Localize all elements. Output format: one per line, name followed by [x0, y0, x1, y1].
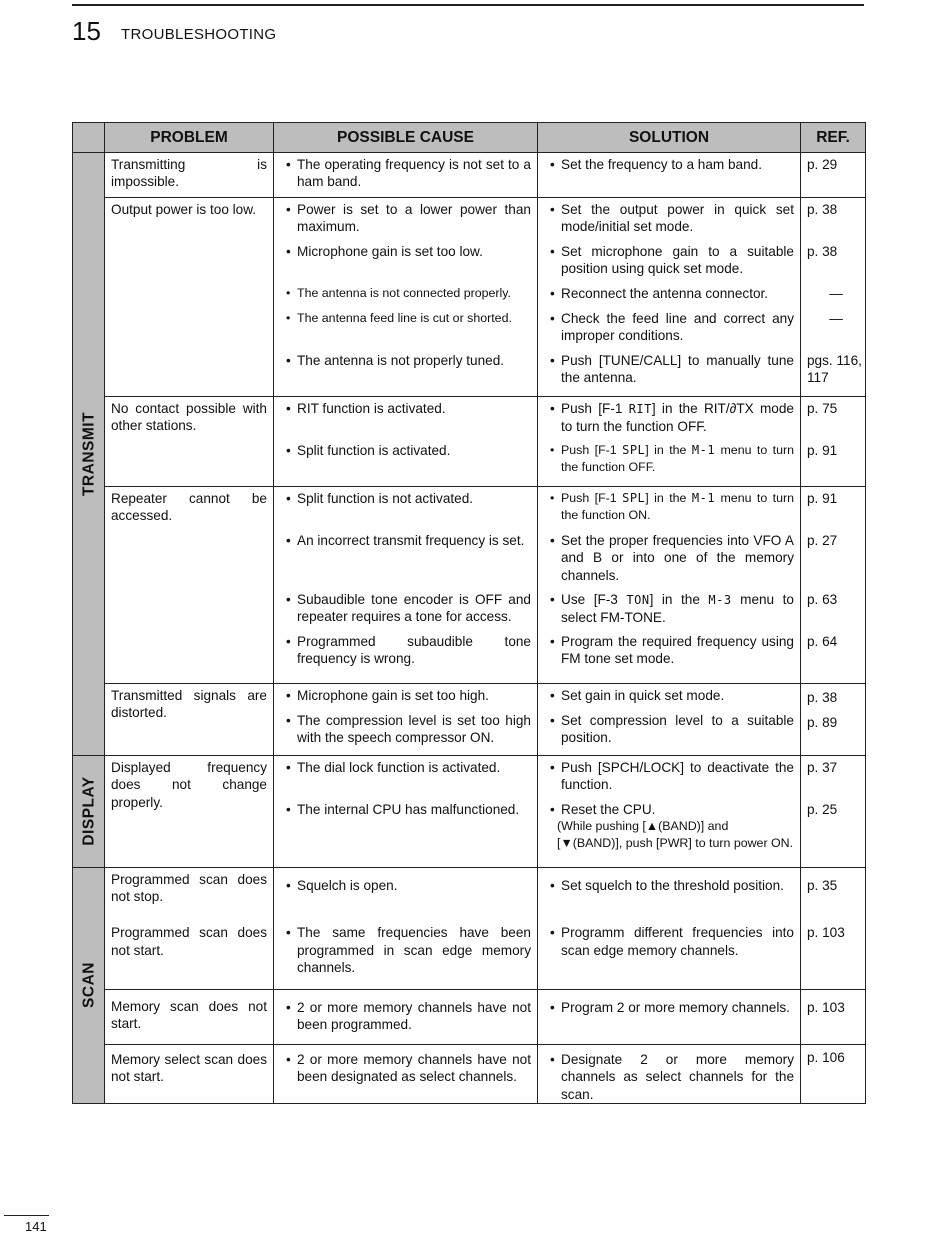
cause-item: • RIT function is activated. — [280, 400, 531, 435]
ref-cell — [801, 755, 866, 867]
ref-item: p. 25 — [807, 801, 838, 817]
lcd-text: TON — [626, 592, 650, 607]
ref-item: p. 89 — [807, 714, 838, 730]
solution-cell — [538, 755, 801, 867]
cause-cell — [274, 683, 538, 755]
ref-cell — [801, 683, 866, 755]
solution-item: • Set gain in quick set mode. — [544, 687, 794, 705]
cause-item: • 2 or more memory channels have not been programmed. — [280, 993, 531, 1034]
problem-cell: Transmitted signals are distorted. — [105, 683, 274, 755]
reset-note: (While pushing [▲(BAND)] and [▼(BAND)], push [PWR] to turn power ON. — [557, 819, 794, 851]
solution-item: • Push [F-1 SPL] in the M-1 menu to turn the function OFF. — [544, 435, 794, 477]
solution-item: • Program the required frequency using FM tone set mode. — [544, 626, 794, 668]
cause-item: • The dial lock function is activated. — [280, 759, 531, 794]
cause-cell — [274, 153, 538, 198]
cause-cell — [274, 197, 538, 396]
ref-item: p. 91 — [807, 490, 838, 506]
problem-cell: Displayed frequency does not change properly. — [105, 755, 274, 867]
cause-cell — [274, 989, 538, 1044]
solution-cell — [538, 921, 801, 989]
table-row — [73, 197, 866, 396]
ref-item: p. 64 — [807, 633, 838, 649]
cause-item: • Programmed subaudible tone frequency is wrong. — [280, 626, 531, 668]
category-scan — [73, 867, 105, 1103]
ref-item: p. 91 — [807, 442, 838, 458]
solution-item: • Push [F-1 SPL] in the M-1 menu to turn the function ON. — [544, 490, 794, 525]
solution-item: • Program 2 or more memory channels. — [544, 993, 794, 1016]
category-label: DISPLAY — [79, 776, 97, 846]
cause-cell — [274, 396, 538, 486]
ref-item: p. 37 — [807, 759, 838, 775]
table-row — [73, 1044, 866, 1103]
table-row — [73, 989, 866, 1044]
ref-item: p. 103 — [807, 999, 845, 1015]
lcd-text: SPL — [622, 490, 646, 505]
problem-cell: Output power is too low. — [105, 197, 274, 396]
cause-cell — [274, 755, 538, 867]
solution-item: • Push [SPCH/LOCK] to deactivate the function. — [544, 759, 794, 794]
footer-rule — [4, 1215, 49, 1216]
solution-cell — [538, 1044, 801, 1103]
solution-item: • Check the feed line and correct any improper conditions. — [544, 303, 794, 345]
top-rule — [72, 4, 864, 6]
problem-cell: Programmed scan does not start. — [105, 921, 274, 989]
solution-cell — [538, 153, 801, 198]
ref-item: p. 38 — [807, 689, 838, 705]
table-row — [73, 921, 866, 989]
col-header-problem: PROBLEM — [105, 123, 274, 153]
solution-item: • Set the proper frequencies into VFO A and B or into one of the memory channels. — [544, 525, 794, 584]
ref-cell — [801, 153, 866, 198]
ref-item: pgs. 116, 117 — [807, 352, 862, 386]
problem-cell: Programmed scan does not stop. — [105, 867, 274, 921]
solution-item: • Set the frequency to a ham band. — [544, 156, 794, 173]
page-number: 141 — [25, 1219, 47, 1234]
ref-cell — [801, 1044, 866, 1103]
cause-item: • Split function is not activated. — [280, 490, 531, 525]
cause-item: • The operating frequency is not set to a ham band. — [280, 156, 531, 191]
category-label: TRANSMIT — [79, 411, 97, 496]
cause-cell — [274, 486, 538, 683]
solution-item: • Reset the CPU. — [544, 794, 794, 818]
lcd-text: M-1 — [691, 490, 716, 505]
cause-item: • Squelch is open. — [280, 871, 531, 894]
troubleshooting-table — [72, 122, 866, 1104]
col-header-solution: SOLUTION — [538, 123, 801, 153]
lcd-text: RIT — [628, 401, 652, 416]
problem-cell: No contact possible with other stations. — [105, 396, 274, 486]
solution-cell — [538, 197, 801, 396]
table-row — [73, 867, 866, 921]
solution-cell — [538, 867, 801, 921]
col-header-ref: REF. — [801, 123, 866, 153]
solution-item: • Designate 2 or more memory channels as select channels for the scan. — [544, 1048, 794, 1103]
table-row — [73, 755, 866, 867]
solution-cell — [538, 486, 801, 683]
ref-item: p. 63 — [807, 591, 838, 607]
ref-item: p. 29 — [807, 157, 838, 172]
cause-cell — [274, 921, 538, 989]
chapter-number: 15 — [72, 16, 101, 46]
corner-cell — [73, 123, 105, 153]
solution-cell — [538, 989, 801, 1044]
category-label: SCAN — [79, 962, 97, 1009]
solution-item: • Set microphone gain to a suitable position using quick set mode. — [544, 236, 794, 278]
problem-cell: Memory select scan does not start. — [105, 1044, 274, 1103]
cause-item: • Split function is activated. — [280, 435, 531, 459]
ref-cell — [801, 867, 866, 921]
cause-item: • An incorrect transmit frequency is set. — [280, 525, 531, 584]
ref-item: p. 75 — [807, 400, 838, 416]
ref-item: p. 38 — [807, 201, 838, 217]
cause-item: • Microphone gain is set too low. — [280, 236, 531, 278]
lcd-text: M-1 — [691, 442, 716, 457]
problem-cell: Transmitting is impossible. — [105, 153, 274, 198]
solution-item: • Set squelch to the threshold position. — [544, 871, 794, 894]
ref-cell — [801, 396, 866, 486]
cause-cell — [274, 867, 538, 921]
problem-cell: Memory scan does not start. — [105, 989, 274, 1044]
cause-item: • The antenna feed line is cut or shorted. — [280, 303, 531, 345]
lcd-text: M-3 — [708, 592, 732, 607]
ref-item: — — [829, 285, 843, 301]
solution-item: • Push [F-1 RIT] in the RIT/∂TX mode to turn the function OFF. — [544, 400, 794, 435]
solution-item: • Set the output power in quick set mode/initial set mode. — [544, 201, 794, 236]
problem-cell: Repeater cannot be accessed. — [105, 486, 274, 683]
table-header-row — [73, 123, 866, 153]
solution-item: • Push [TUNE/CALL] to manually tune the antenna. — [544, 345, 794, 387]
lcd-text: SPL — [622, 442, 646, 457]
ref-cell — [801, 921, 866, 989]
ref-item: p. 38 — [807, 243, 838, 259]
cause-item: • Microphone gain is set too high. — [280, 687, 531, 705]
solution-item: • Use [F-3 TON] in the M-3 menu to select FM-TONE. — [544, 584, 794, 626]
cause-item: • The antenna is not connected properly. — [280, 278, 531, 303]
ref-item: p. 106 — [807, 1049, 845, 1065]
category-display — [73, 755, 105, 867]
table-row — [73, 153, 866, 198]
cause-item: • 2 or more memory channels have not been designated as select channels. — [280, 1048, 531, 1086]
table-row — [73, 396, 866, 486]
cause-item: • The same frequencies have been programmed in scan edge memory channels. — [280, 924, 531, 976]
chapter-title: TROUBLESHOOTING — [121, 26, 277, 43]
ref-item: p. 103 — [807, 925, 845, 941]
cause-item: • The antenna is not properly tuned. — [280, 345, 531, 369]
cause-item: • The compression level is set too high with the speech compressor ON. — [280, 705, 531, 747]
ref-cell — [801, 989, 866, 1044]
ref-item: p. 35 — [807, 877, 838, 893]
solution-item: • Set compression level to a suitable position. — [544, 705, 794, 747]
solution-item: • Programm different frequencies into scan edge memory channels. — [544, 924, 794, 959]
table-row — [73, 683, 866, 755]
ref-cell — [801, 486, 866, 683]
cause-item: • The internal CPU has malfunctioned. — [280, 794, 531, 818]
cause-item: • Power is set to a lower power than maximum. — [280, 201, 531, 236]
ref-item: p. 27 — [807, 532, 838, 548]
solution-item: • Reconnect the antenna connector. — [544, 278, 794, 303]
cause-item: • Subaudible tone encoder is OFF and repeater requires a tone for access. — [280, 584, 531, 626]
ref-cell — [801, 197, 866, 396]
solution-cell — [538, 683, 801, 755]
col-header-cause: POSSIBLE CAUSE — [274, 123, 538, 153]
solution-cell — [538, 396, 801, 486]
ref-item: — — [829, 310, 843, 326]
table-row — [73, 486, 866, 683]
cause-cell — [274, 1044, 538, 1103]
category-transmit — [73, 153, 105, 756]
